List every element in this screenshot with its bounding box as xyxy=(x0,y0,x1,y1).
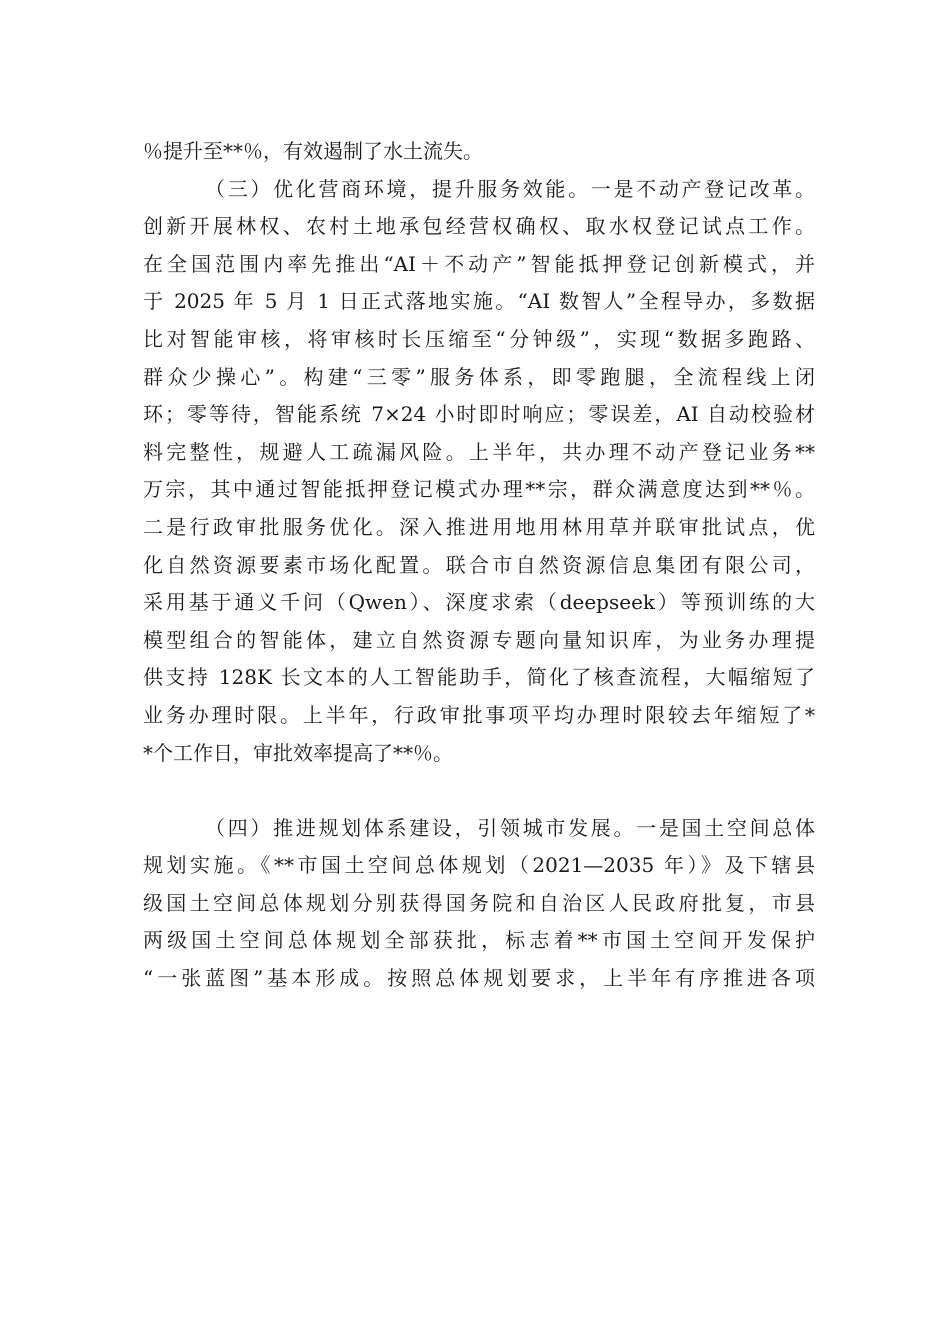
text-line: 模型组合的智能体，建立自然资源专题向量知识库，为业务办理提 xyxy=(143,627,815,652)
text-line: 采用基于通义千问（Qwen）、深度求索（deepseek）等预训练的大 xyxy=(143,590,815,615)
text-line: 级国土空间总体规划分别获得国务院和自治区人民政府批复，市县 xyxy=(143,890,815,915)
text-line: 环；零等待，智能系统 7×24 小时即时响应；零误差，AI 自动校验材 xyxy=(143,402,815,427)
text-line: 料完整性，规避人工疏漏风险。上半年，共办理不动产登记业务** xyxy=(143,439,815,464)
text-line: 于 2025 年 5 月 1 日正式落地实施。“AI 数智人”全程导办，多数据 xyxy=(143,289,815,314)
text-line: 化自然资源要素市场化配置。联合市自然资源信息集团有限公司， xyxy=(143,552,815,577)
text-line: 供支持 128K 长文本的人工智能助手，简化了核查流程，大幅缩短了 xyxy=(143,665,815,690)
body-text xyxy=(143,133,815,998)
text-line: 创新开展林权、农村土地承包经营权确权、取水权登记试点工作。 xyxy=(143,214,815,239)
text-line: 规划实施。《**市国土空间总体规划（2021—2035 年）》及下辖县 xyxy=(143,853,815,878)
text-line: ％提升至**％，有效遏制了水土流失。 xyxy=(143,139,483,163)
text-line: “一张蓝图”基本形成。按照总体规划要求，上半年有序推进各项 xyxy=(143,966,815,991)
text-line: 比对智能审核，将审核时长压缩至“分钟级”，实现“数据多跑路、 xyxy=(143,326,815,351)
text-line: 业务办理时限。上半年，行政审批事项平均办理时限较去年缩短了* xyxy=(143,702,815,727)
text-line: 在全国范围内率先推出“AI＋不动产”智能抵押登记创新模式，并 xyxy=(143,251,815,276)
section-heading-line: （四）推进规划体系建设，引领城市发展。一是国土空间总体 xyxy=(205,815,815,840)
text-line: 万宗，其中通过智能抵押登记模式办理**宗，群众满意度达到**％。 xyxy=(143,477,815,502)
text-line: *个工作日，审批效率提高了**％。 xyxy=(143,740,453,765)
blank-line xyxy=(143,772,815,810)
text-line: 二是行政审批服务优化。深入推进用地用林用草并联审批试点，优 xyxy=(143,514,815,539)
text-line: 两级国土空间总体规划全部获批，标志着**市国土空间开发保护 xyxy=(143,928,815,953)
section-heading-line: （三）优化营商环境，提升服务效能。一是不动产登记改革。 xyxy=(205,176,815,201)
text-line: 群众少操心”。构建“三零”服务体系，即零跑腿，全流程线上闭 xyxy=(143,364,815,389)
